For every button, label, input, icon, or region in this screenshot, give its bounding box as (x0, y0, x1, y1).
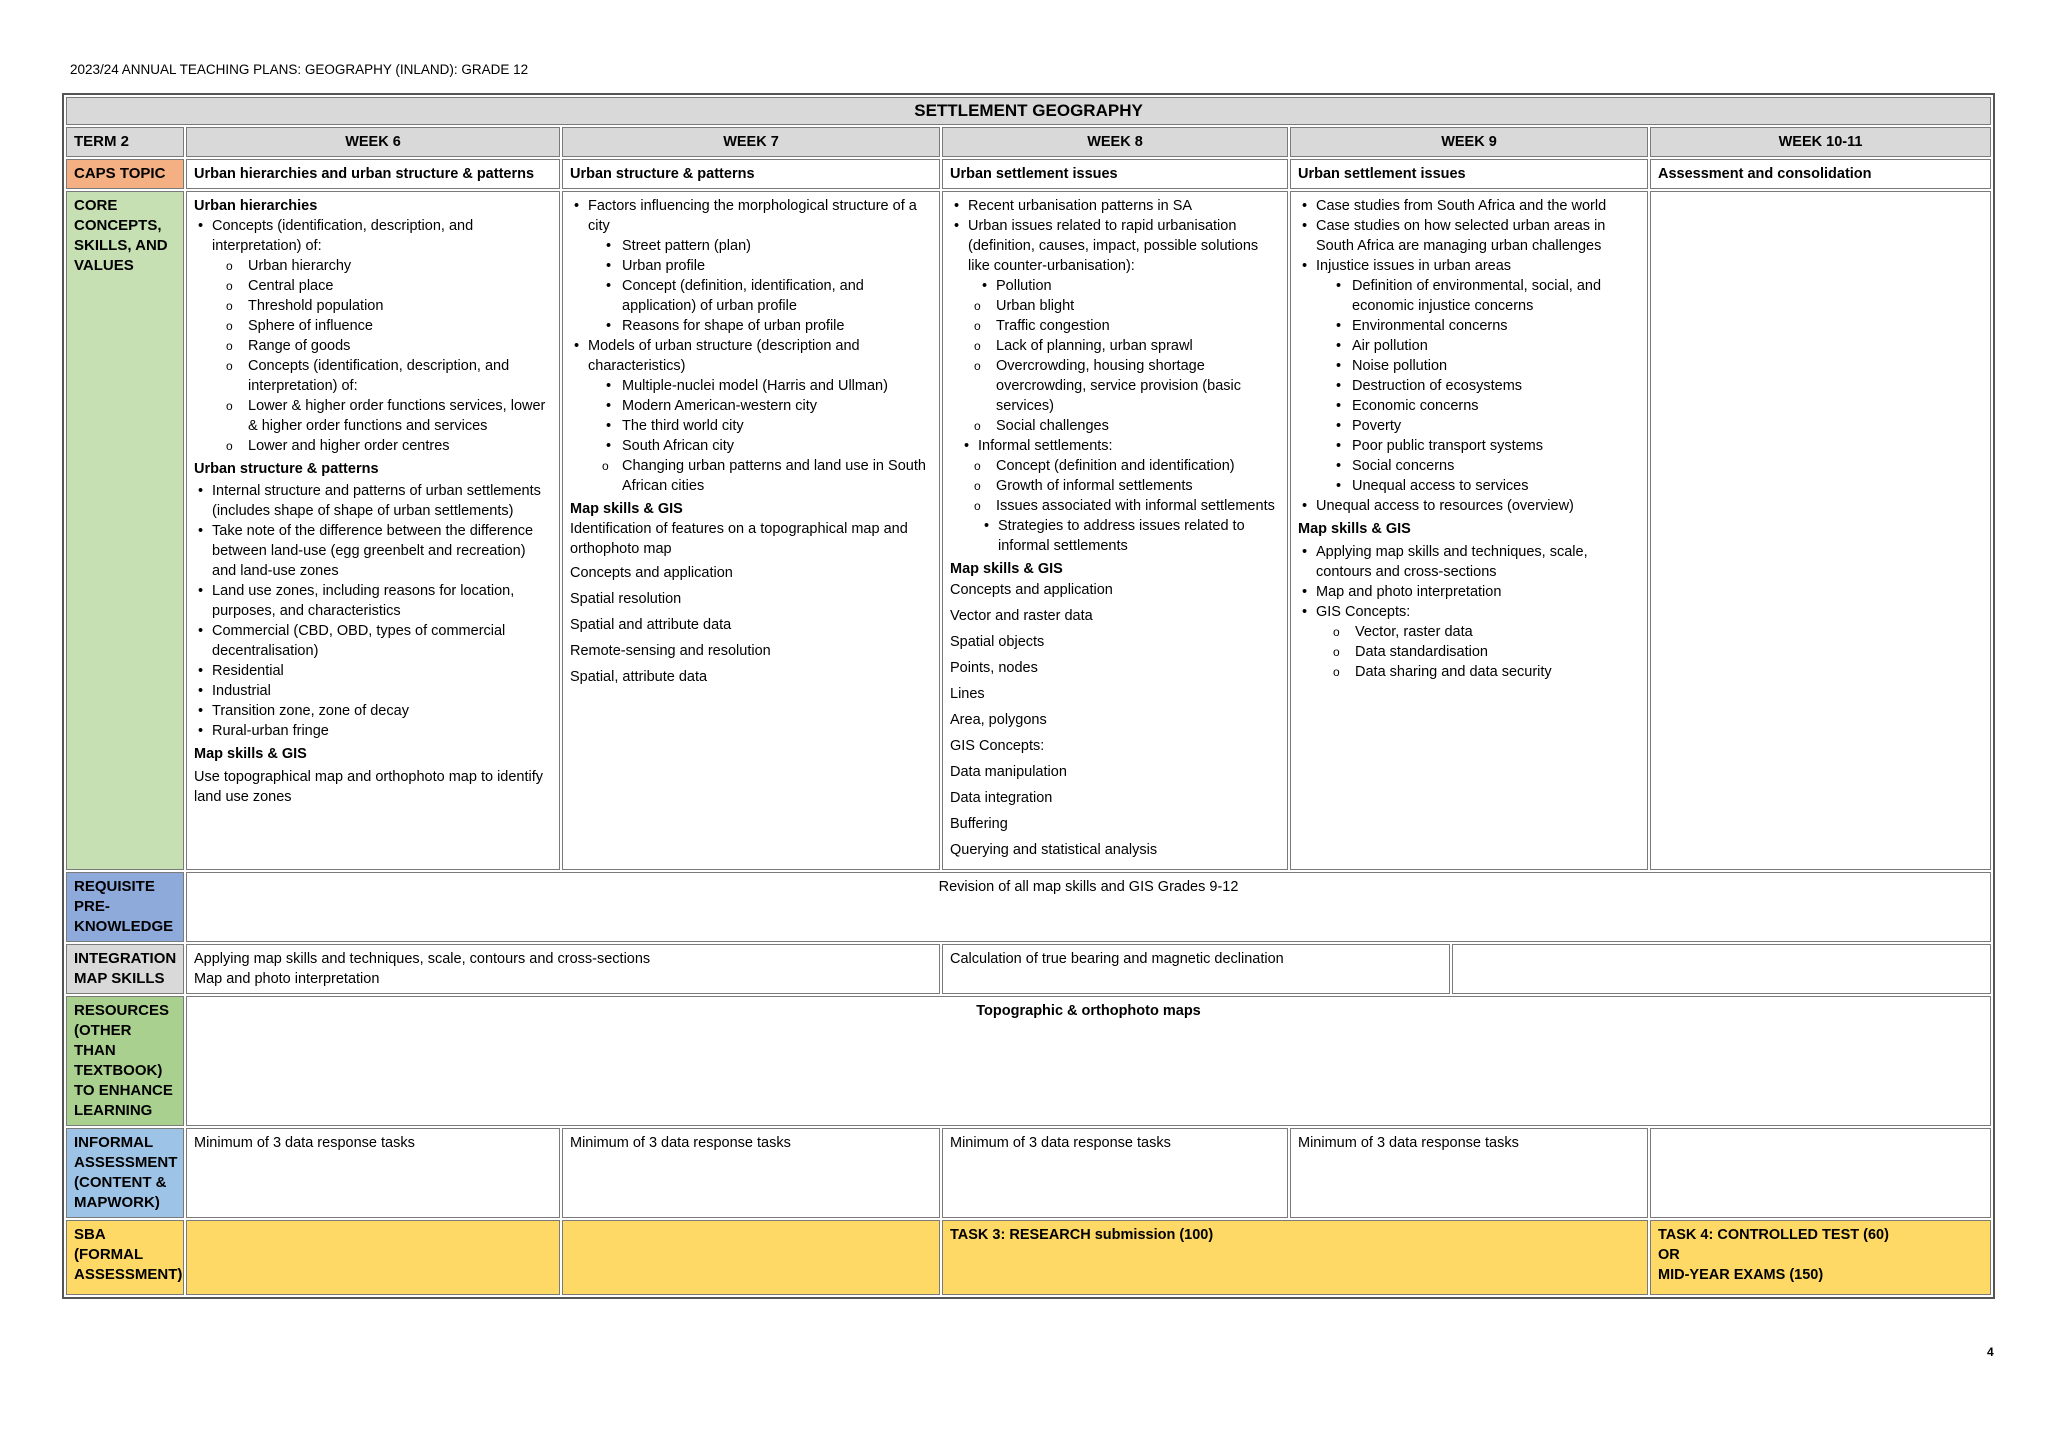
caps-topic: Assessment and consolidation (1650, 159, 1991, 189)
resources-label: RESOURCES (OTHER THAN TEXTBOOK) TO ENHANCE LEARNING (66, 996, 184, 1126)
table-title: SETTLEMENT GEOGRAPHY (66, 97, 1991, 125)
bullet-item: • Land use zones, including reasons for location, purposes, and characteristics (212, 581, 552, 621)
sub-item: o Sphere of influence (248, 316, 552, 336)
sub-item: • South African city (622, 436, 932, 456)
integration-label: INTEGRATION MAP SKILLS (66, 944, 184, 994)
section-heading: Map skills & GIS (950, 561, 1063, 577)
bullet-item: • Recent urbanisation patterns in SA (968, 196, 1280, 216)
sub-item: • Air pollution (1352, 336, 1640, 356)
integration-empty (1452, 944, 1991, 994)
core-concepts-label: CORE CONCEPTS, SKILLS, AND VALUES (66, 191, 184, 870)
paragraph: Lines (950, 686, 985, 702)
bullet-item: • Internal structure and patterns of urban settlements (includes shape of shape of urban settlements) (212, 481, 552, 521)
integration-line: Applying map skills and techniques, scale, contours and cross-sections (194, 951, 651, 967)
caps-topic: Urban structure & patterns (562, 159, 940, 189)
page-header: 2023/24 ANNUAL TEACHING PLANS: GEOGRAPHY (INLAND): GRADE 12 (70, 62, 529, 77)
sub-item: o Range of goods (248, 336, 552, 356)
sub-item: • Destruction of ecosystems (1352, 376, 1640, 396)
sub-item: • Economic concerns (1352, 396, 1640, 416)
section-heading: Map skills & GIS (1298, 521, 1411, 537)
sub-item: o Changing urban patterns and land use in South African cities (622, 456, 932, 496)
sub-item: • Definition of environmental, social, and economic injustice concerns (1352, 276, 1640, 316)
sba-label: SBA (FORMAL ASSESSMENT) (66, 1220, 184, 1295)
paragraph: Concepts and application (570, 565, 733, 581)
paragraph: Concepts and application (950, 582, 1113, 598)
sub-item: o Traffic congestion (996, 316, 1280, 336)
sub-item: o Urban hierarchy (248, 256, 552, 276)
bullet-item: • Models of urban structure (description and characteristics) (588, 336, 932, 376)
week7-core-content (562, 191, 940, 870)
integration-week6-7 (186, 944, 940, 994)
week10-core-content (1650, 191, 1991, 870)
sub-item: • Strategies to address issues related to informal settlements (998, 516, 1280, 556)
paragraph: Use topographical map and orthophoto map to identify land use zones (194, 769, 544, 805)
bullet-item: • Case studies from South Africa and the world (1316, 196, 1640, 216)
sba-task4 (1650, 1220, 1991, 1295)
paragraph: Spatial and attribute data (570, 617, 732, 633)
sub-item: • Poor public transport systems (1352, 436, 1640, 456)
sub-item: o Central place (248, 276, 552, 296)
sub-item: • Urban profile (622, 256, 932, 276)
sub-item: o Vector, raster data (1355, 622, 1640, 642)
requisite-label: REQUISITE PRE-KNOWLEDGE (66, 872, 184, 942)
section-heading: Map skills & GIS (194, 746, 307, 762)
bullet-item: • Rural-urban fringe (212, 721, 552, 741)
sba-task4-line: OR (1658, 1247, 1680, 1263)
bullet-item: • Factors influencing the morphological structure of a city (588, 196, 932, 236)
sub-item: o Growth of informal settlements (996, 476, 1280, 496)
paragraph: Points, nodes (950, 660, 1038, 676)
paragraph: Area, polygons (950, 712, 1047, 728)
week-header: WEEK 7 (562, 127, 940, 157)
sub-item: o Urban blight (996, 296, 1280, 316)
sub-item: o Threshold population (248, 296, 552, 316)
teaching-plan-table (62, 93, 1995, 1299)
sub-item: o Concept (definition and identification) (996, 456, 1280, 476)
bullet-item: • Applying map skills and techniques, scale, contours and cross-sections (1316, 542, 1640, 582)
informal-task: Minimum of 3 data response tasks (942, 1128, 1288, 1218)
sub-item: • Unequal access to services (1352, 476, 1640, 496)
bullet-item: • Take note of the difference between the difference between land-use (egg greenbelt and recreation) and land-use zones (212, 521, 552, 581)
sub-item: • Multiple-nuclei model (Harris and Ullman) (622, 376, 932, 396)
paragraph: Data integration (950, 790, 1053, 806)
sub-item: o Data sharing and data security (1355, 662, 1640, 682)
sub-item: • Street pattern (plan) (622, 236, 932, 256)
resources-text: Topographic & orthophoto maps (186, 996, 1991, 1126)
term-label: TERM 2 (66, 127, 184, 157)
sub-item: o Issues associated with informal settlements (996, 496, 1280, 516)
sub-item: o Data standardisation (1355, 642, 1640, 662)
bullet-item: • Unequal access to resources (overview) (1316, 496, 1640, 516)
bullet-item: • Transition zone, zone of decay (212, 701, 552, 721)
paragraph: Remote-sensing and resolution (570, 643, 771, 659)
caps-topic: Urban settlement issues (942, 159, 1288, 189)
paragraph: Querying and statistical analysis (950, 842, 1158, 858)
week-header: WEEK 9 (1290, 127, 1648, 157)
sub-item: • Concept (definition, identification, and application) of urban profile (622, 276, 932, 316)
informal-task: Minimum of 3 data response tasks (1290, 1128, 1648, 1218)
sub-item: • Environmental concerns (1352, 316, 1640, 336)
bullet-item: • Concepts (identification, description, and interpretation) of: (212, 216, 552, 256)
sub-item: • Reasons for shape of urban profile (622, 316, 932, 336)
week-header: WEEK 8 (942, 127, 1288, 157)
bullet-item: • Industrial (212, 681, 552, 701)
informal-task: Minimum of 3 data response tasks (186, 1128, 560, 1218)
sba-task4-line: MID-YEAR EXAMS (150) (1658, 1267, 1824, 1283)
informal-task: Minimum of 3 data response tasks (562, 1128, 940, 1218)
bullet-item: • Injustice issues in urban areas (1316, 256, 1640, 276)
sub-item: o Lack of planning, urban sprawl (996, 336, 1280, 356)
week8-core-content (942, 191, 1288, 870)
paragraph: Spatial, attribute data (570, 669, 708, 685)
bullet-item: • Residential (212, 661, 552, 681)
sub-item: • Poverty (1352, 416, 1640, 436)
bullet-item: • Case studies on how selected urban areas in South Africa are managing urban challenges (1316, 216, 1640, 256)
bullet-item: • Commercial (CBD, OBD, types of commercial decentralisation) (212, 621, 552, 661)
bullet-item: • Urban issues related to rapid urbanisation (definition, causes, impact, possible solutions like counter-urbanisation): (968, 216, 1280, 276)
page-number: 4 (1987, 1345, 1994, 1359)
sub-item: o Lower & higher order functions services, lower & higher order functions and services (248, 396, 552, 436)
week6-core-content (186, 191, 560, 870)
paragraph: GIS Concepts: (950, 738, 1045, 754)
sub-item: o Overcrowding, housing shortage overcrowding, service provision (basic services) (996, 356, 1280, 416)
sub-item: o Lower and higher order centres (248, 436, 552, 456)
caps-topic: Urban hierarchies and urban structure & patterns (186, 159, 560, 189)
sba-task3: TASK 3: RESEARCH submission (100) (942, 1220, 1648, 1295)
caps-topic: Urban settlement issues (1290, 159, 1648, 189)
week-header: WEEK 6 (186, 127, 560, 157)
sub-item: • Social concerns (1352, 456, 1640, 476)
bullet-item: • GIS Concepts: (1316, 602, 1640, 622)
paragraph: Spatial resolution (570, 591, 682, 607)
sub-item: • Pollution (996, 276, 1280, 296)
sub-item: o Concepts (identification, description, and interpretation) of: (248, 356, 552, 396)
informal-empty (1650, 1128, 1991, 1218)
sub-item: • Noise pollution (1352, 356, 1640, 376)
paragraph: Data manipulation (950, 764, 1067, 780)
informal-assessment-label: INFORMAL ASSESSMENT (CONTENT & MAPWORK) (66, 1128, 184, 1218)
caps-topic-label: CAPS TOPIC (66, 159, 184, 189)
paragraph: Identification of features on a topographical map and orthophoto map (570, 521, 908, 557)
paragraph: Buffering (950, 816, 1008, 832)
week-header: WEEK 10-11 (1650, 127, 1991, 157)
week9-core-content (1290, 191, 1648, 870)
requisite-text: Revision of all map skills and GIS Grades 9-12 (186, 872, 1991, 942)
sba-empty (186, 1220, 560, 1295)
sub-item: o Social challenges (996, 416, 1280, 436)
sba-task4-line: TASK 4: CONTROLLED TEST (60) (1658, 1227, 1889, 1243)
sub-item: • Modern American-western city (622, 396, 932, 416)
section-heading: Urban structure & patterns (194, 461, 379, 477)
integration-line: Map and photo interpretation (194, 971, 380, 987)
integration-week8: Calculation of true bearing and magnetic declination (942, 944, 1450, 994)
bullet-item: • Informal settlements: (978, 436, 1280, 456)
section-heading: Urban hierarchies (194, 198, 318, 214)
paragraph: Spatial objects (950, 634, 1045, 650)
section-heading: Map skills & GIS (570, 501, 683, 517)
paragraph: Vector and raster data (950, 608, 1093, 624)
sba-empty (562, 1220, 940, 1295)
bullet-item: • Map and photo interpretation (1316, 582, 1640, 602)
sub-item: • The third world city (622, 416, 932, 436)
